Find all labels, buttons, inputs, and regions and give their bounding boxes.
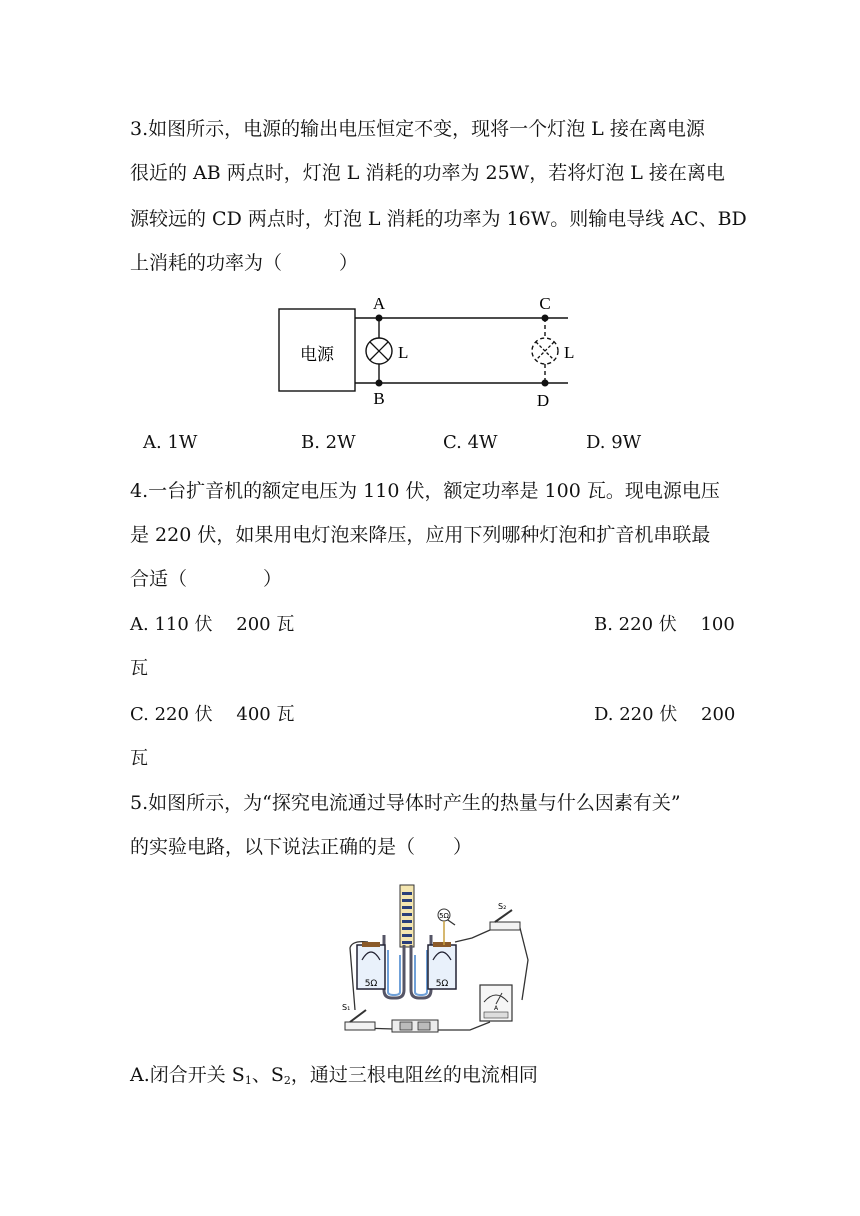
q5-option-a-suffix: ，通过三根电阻丝的电流相同: [290, 1064, 538, 1086]
q4-option-d: D. 220 伏 200: [594, 704, 736, 725]
q4-line-3: 合适（ ）: [130, 568, 283, 590]
q5-line-2: 的实验电路，以下说法正确的是（ ）: [130, 836, 473, 858]
point-c-label: C: [539, 294, 551, 313]
q3-line-3: 源较远的 CD 两点时，灯泡 L 消耗的功率为 16W。则输电导线 AC、BD: [130, 208, 747, 230]
q3-option-a: A. 1W: [143, 432, 198, 453]
q3-option-d: D. 9W: [586, 432, 642, 453]
ammeter-label: A: [493, 1005, 499, 1012]
q4-line-2: 是 220 伏，如果用电灯泡来降压，应用下列哪种灯泡和扩音机串联最: [130, 524, 711, 546]
q4-option-b-wrap: 瓦: [130, 658, 148, 679]
lamp-near-icon: [366, 338, 392, 364]
left-resistor-label: 5Ω: [364, 979, 378, 989]
q4-option-d-wrap: 瓦: [130, 748, 148, 769]
switch-s1-icon: [345, 1010, 375, 1030]
q5-option-a-sub2: 2: [283, 1074, 291, 1087]
q5-experiment-figure: [335, 880, 535, 1040]
lamp-near-label: L: [398, 343, 409, 362]
q3-line-4: 上消耗的功率为（ ）: [130, 252, 359, 274]
q5-option-a-sub1: 1: [244, 1074, 252, 1087]
point-a-label: A: [372, 294, 386, 313]
q4-option-b: B. 220 伏 100: [594, 614, 735, 635]
q4-line-1: 4.一台扩音机的额定电压为 110 伏，额定功率是 100 瓦。现电源电压: [130, 480, 720, 502]
q3-circuit-diagram: [270, 290, 590, 410]
q5-option-a: [130, 1062, 538, 1094]
switch-s2-label: S₂: [498, 902, 507, 911]
q4-option-c: C. 220 伏 400 瓦: [130, 704, 295, 725]
q3-line-1: 3.如图所示，电源的输出电压恒定不变，现将一个灯泡 L 接在离电源: [130, 118, 705, 140]
switch-s2-icon: [490, 910, 520, 930]
point-b-label: B: [373, 389, 385, 408]
q3-option-c: C. 4W: [443, 432, 498, 453]
ammeter-icon: [480, 985, 512, 1021]
q4-option-a: A. 110 伏 200 瓦: [130, 614, 295, 635]
q3-line-2: 很近的 AB 两点时，灯泡 L 消耗的功率为 25W，若将灯泡 L 接在离电: [130, 162, 725, 184]
point-d-label: D: [536, 391, 550, 410]
q5-option-a-mid: 、S: [251, 1064, 284, 1086]
top-resistor-label: 5Ω: [439, 912, 449, 920]
q5-line-1: 5.如图所示，为“探究电流通过导体时产生的热量与什么因素有关”: [130, 792, 681, 814]
power-source-label: 电源: [300, 345, 334, 365]
battery-icon: [392, 1020, 438, 1032]
q5-option-a-prefix: A.闭合开关 S: [130, 1064, 245, 1086]
q3-option-b: B. 2W: [301, 432, 356, 453]
lamp-far-label: L: [564, 343, 575, 362]
lamp-far-icon: [532, 338, 558, 364]
switch-s1-label: S₁: [342, 1003, 351, 1012]
right-resistor-label: 5Ω: [435, 979, 449, 989]
